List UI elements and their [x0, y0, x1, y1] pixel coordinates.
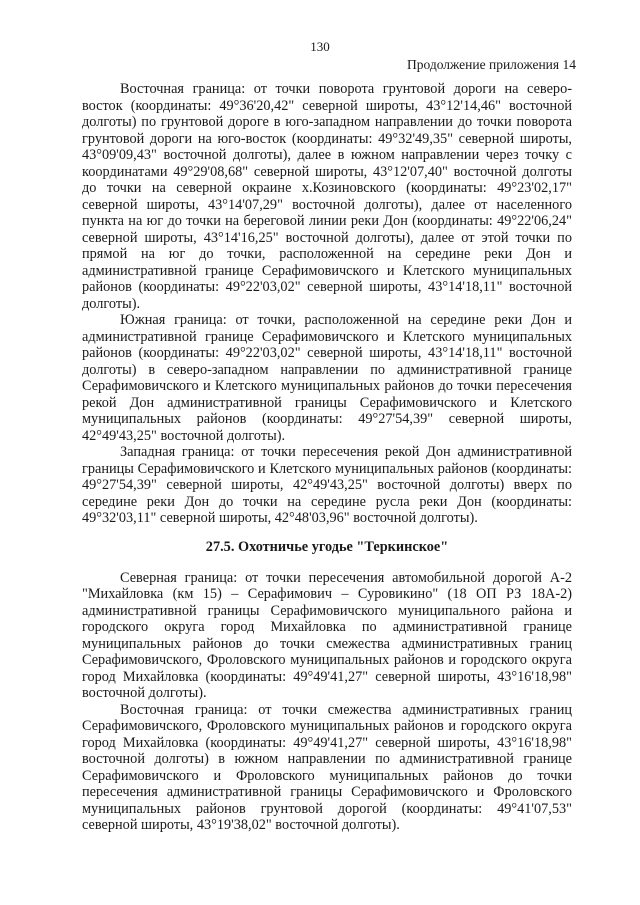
paragraph-east-border-terkinskoe: Восточная граница: от точки смежества административных границ Серафимовичского, Фроловского муниципальных районов и городского округа город Михайловка (координаты: 49°49'41,27" северной широты, 43°16'18,98" восточной долготы) в южном направлении по административной границе Серафимовичского и Фроловского муниципальных районов до точки пересечения административной границы Серафимовичского и Фроловского муниципальных районов грунтовой дорогой (координаты: 49°41'07,53" северной широты, 43°19'38,02" восточной долготы).: [82, 701, 572, 833]
paragraph-east-border: Восточная граница: от точки поворота грунтовой дороги на северо-восток (координаты: 49°36'20,42" северной широты, 43°12'14,46" восточной долготы) по грунтовой дороге в юго-западном направлении до точки поворота грунтовой дороги на юго-восток (координаты: 49°32'49,35" северной широты, 43°09'09,43" восточной долготы), далее в южном направлении через точку с координатами 49°29'08,68" северной широты, 43°12'07,40" восточной долготы до точки на северной окраине х.Козиновского (координаты: 49°23'02,17" северной широты, 43°14'07,29" восточной долготы), далее от населенного пункта на юг до точки на береговой линии реки Дон (координаты: 49°22'06,24" северной широты, 43°14'16,25" восточной долготы), далее от этой точки по прямой на юг до точки, расположенной на середине реки Дон и административной границе Серафимовичского и Клетского муниципальных районов (координаты: 49°22'03,02" северной широты, 43°14'18,11" восточной долготы).: [82, 81, 572, 312]
section-heading: 27.5. Охотничье угодье "Теркинское": [205, 538, 449, 555]
document-body: [82, 81, 572, 834]
page-number: 130: [310, 39, 330, 54]
continuation-note: Продолжение приложения 14: [406, 57, 576, 72]
paragraph-west-border: Западная граница: от точки пересечения рекой Дон административной границы Серафимовичского и Клетского муниципальных районов (координаты: 49°27'54,39" северной широты, 42°49'43,25" восточной долготы) вверх по середине реки Дон до точки на середине русла реки Дон (координаты: 49°32'03,11" северной широты, 42°48'03,96" восточной долготы).: [82, 444, 572, 526]
paragraph-north-border: Северная граница: от точки пересечения автомобильной дорогой А-2 "Михайловка (км 15) – Серафимович – Суровикино" (18 ОП РЗ 18А-2) административной границы Серафимовичского муниципального района и городского округа город Михайловка по административной границе муниципальных районов до точки смежества административных границ Серафимовичского, Фроловского муниципальных районов и городского округа город Михайловка (координаты: 49°49'41,27" северной широты, 43°16'18,98" восточной долготы).: [82, 569, 572, 701]
paragraph-south-border: Южная граница: от точки, расположенной на середине реки Дон и административной границе Серафимовичского и Клетского муниципальных районов (координаты: 49°22'03,02" северной широты, 43°14'18,11" восточной долготы) в северо-западном направлении по административной границе Серафимовичского и Клетского муниципальных районов до точки пересечения рекой Дон административной границы Серафимовичского и Клетского муниципальных районов (координаты: 49°27'54,39" северной широты, 42°49'43,25" восточной долготы).: [82, 312, 572, 444]
